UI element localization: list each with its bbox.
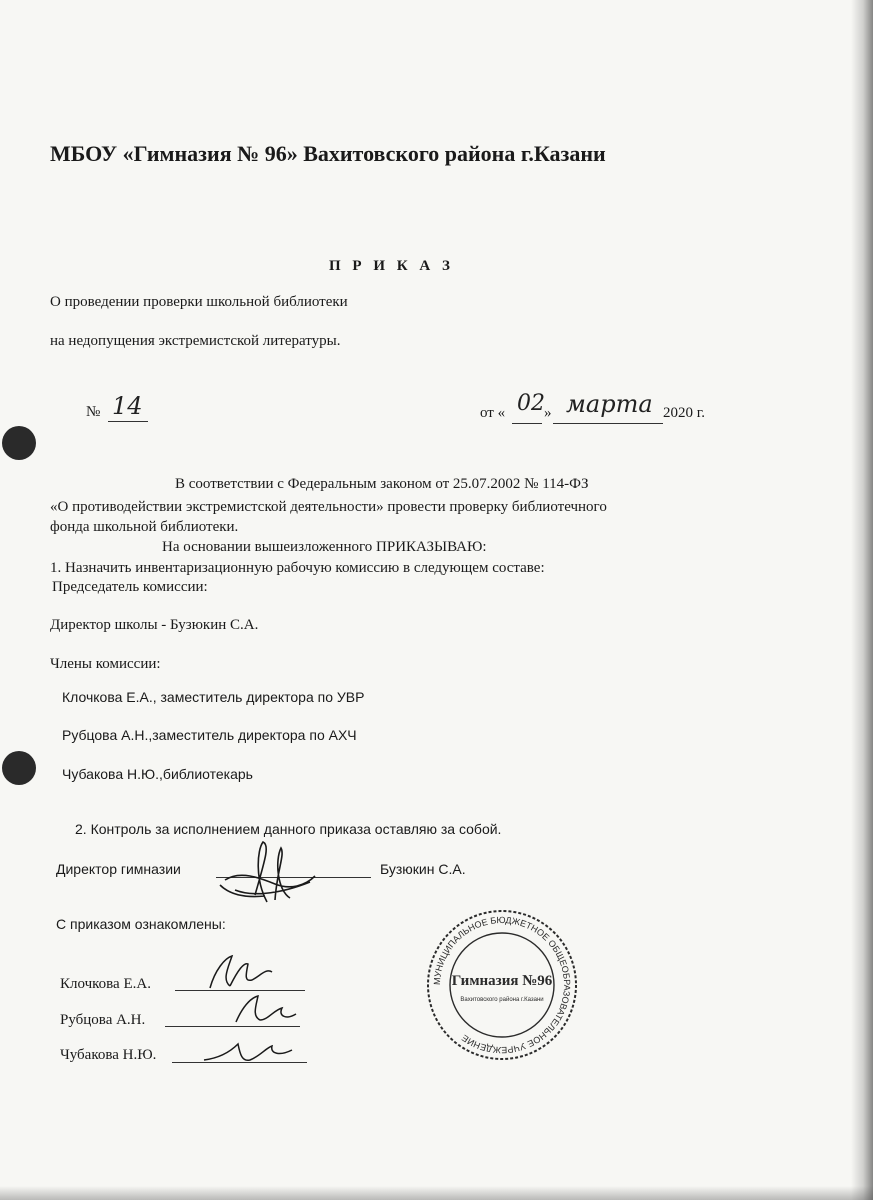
members-label: Члены комиссии: — [50, 656, 161, 672]
body-para1-line2: «О противодействии экстремистской деятельности» провести проверку библиотечного — [50, 499, 607, 515]
punch-hole — [2, 426, 36, 460]
order-date-month: марта — [566, 390, 653, 418]
signature-role: Директор гимназии — [56, 861, 181, 877]
body-item2: 2. Контроль за исполнением данного приказа оставляю за собой. — [75, 821, 502, 837]
ack-signature-3 — [200, 1030, 300, 1070]
order-number-handwritten: 14 — [112, 392, 143, 420]
ack-person: Клочкова Е.А. — [60, 976, 151, 992]
official-stamp — [422, 905, 582, 1065]
organization-heading: МБОУ «Гимназия № 96» Вахитовского района г.Казани — [50, 141, 606, 166]
order-number-label: № — [86, 404, 101, 420]
order-subject-line1: О проведении проверки школьной библиотеки — [50, 294, 348, 310]
stamp-sub-text: Вахитовского района г.Казани — [460, 997, 544, 1003]
ack-person: Рубцова А.Н. — [60, 1012, 146, 1028]
stamp-center-text: Гимназия №96 — [451, 973, 553, 989]
order-date-month-underline — [553, 423, 663, 424]
order-date-suffix: 2020 г. — [663, 405, 705, 421]
member-item: Чубакова Н.Ю.,библиотекарь — [62, 766, 253, 782]
order-number-underline — [108, 421, 148, 422]
chair-label: Председатель комиссии: — [52, 579, 208, 595]
scan-edge-shadow — [851, 0, 873, 1200]
order-date-mid: » — [544, 405, 552, 421]
order-date-day: 02 — [517, 391, 545, 416]
chair-name: Директор школы - Бузюкин С.А. — [50, 617, 259, 633]
member-item: Клочкова Е.А., заместитель директора по УВР — [62, 689, 365, 705]
body-item1: 1. Назначить инвентаризационную рабочую комиссию в следующем составе: — [50, 560, 545, 576]
order-date-day-underline — [512, 423, 542, 424]
ack-signature-2 — [230, 990, 310, 1030]
stamp-ring-text: МУНИЦИПАЛЬНОЕ БЮДЖЕТНОЕ ОБЩЕОБРАЗОВАТЕЛЬНОЕ УЧРЕЖДЕНИЕ — [431, 914, 573, 1056]
punch-hole — [2, 751, 36, 785]
order-subject-line2: на недопущения экстремистской литературы. — [50, 333, 341, 349]
body-basis: На основании вышеизложенного ПРИКАЗЫВАЮ: — [162, 539, 487, 555]
body-para1-line3: фонда школьной библиотеки. — [50, 519, 239, 535]
order-title: П Р И К А З — [329, 258, 454, 274]
scan-bottom-shadow — [0, 1186, 873, 1200]
order-date-prefix: от « — [480, 405, 506, 421]
member-item: Рубцова А.Н.,заместитель директора по АХЧ — [62, 727, 357, 743]
director-signature — [215, 840, 335, 910]
ack-signature-1 — [200, 950, 290, 995]
acknowledgement-label: С приказом ознакомлены: — [56, 916, 226, 932]
signature-name: Бузюкин С.А. — [380, 861, 466, 877]
ack-person: Чубакова Н.Ю. — [60, 1047, 157, 1063]
body-para1-line1: В соответствии с Федеральным законом от 25.07.2002 № 114-ФЗ — [175, 476, 589, 492]
